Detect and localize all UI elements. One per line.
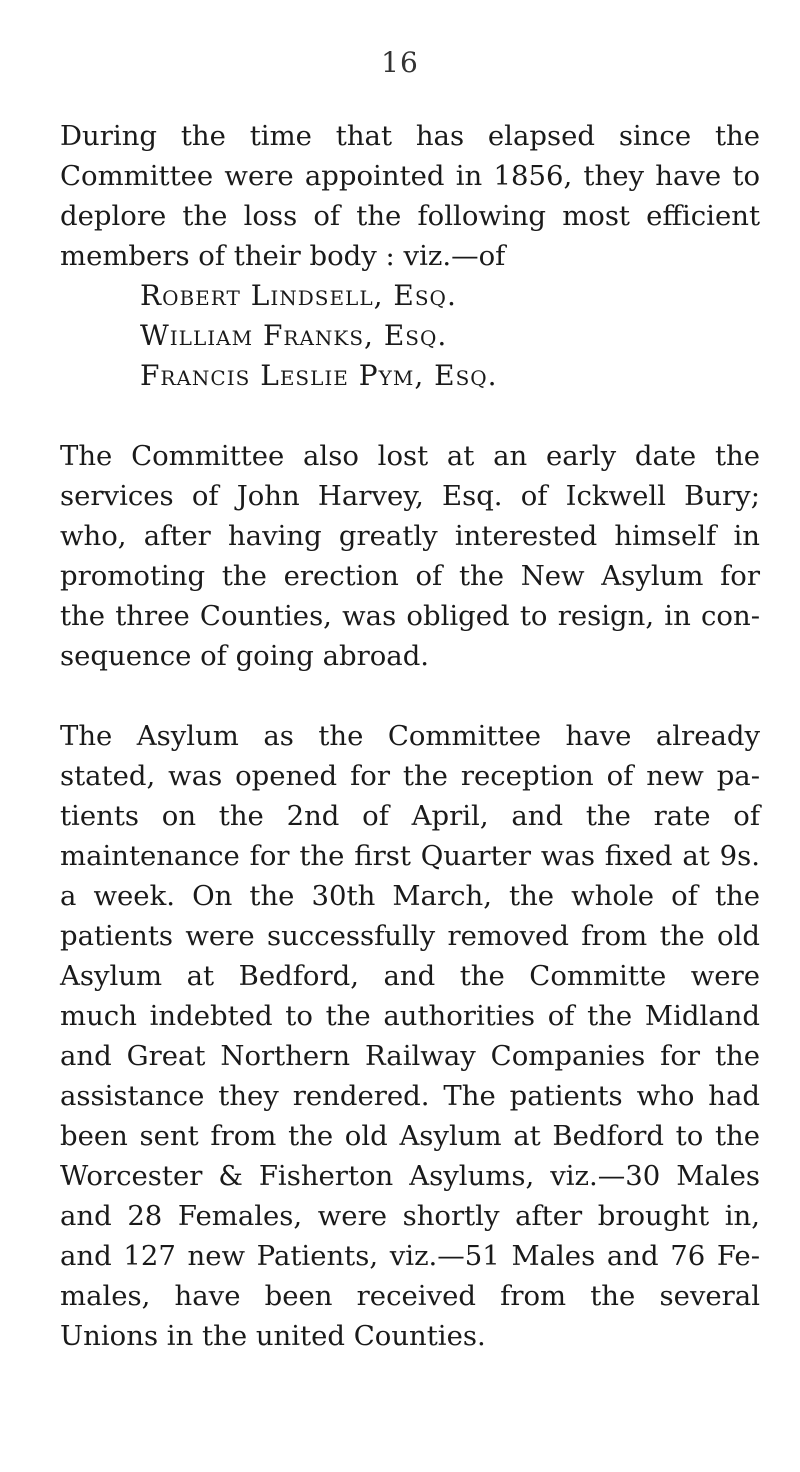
text-line: deplore the loss of the following most efficient [60,200,760,232]
text-line: Asylum at Bedford, and the Committe were [60,960,760,992]
text-line: Worcester & Fisherton Asylums, viz.—30 Males [60,1160,760,1192]
text-line: a week. On the 30th March, the whole of the [60,880,760,912]
text-line: patients were successfully removed from the old [60,920,760,952]
member-name: Francis Leslie Pym, Esq. [140,359,498,392]
text-line: members of their body : viz.—of [60,240,506,272]
text-line: and 127 new Patients, viz.—51 Males and 76 Fe- [60,1240,760,1272]
text-line: sequence of going abroad. [60,640,430,672]
text-line: stated, was opened for the reception of new pa- [60,760,760,792]
text-line: tients on the 2nd of April, and the rate of [60,800,760,832]
text-line: assistance they rendered. The patients who had [60,1080,760,1112]
text-line: males, have been received from the several [60,1280,760,1312]
text-line: the three Counties, was obliged to resign, in con- [60,600,760,632]
text-line: Committee were appointed in 1856, they have to [60,160,760,192]
text-line: The Committee also lost at an early date the [60,440,760,472]
text-line: services of John Harvey, Esq. of Ickwell Bury; [60,480,760,512]
text-line: been sent from the old Asylum at Bedford to the [60,1120,760,1152]
text-line: and 28 Females, were shortly after brought in, [60,1200,760,1232]
member-name: William Franks, Esq. [140,319,448,352]
text-line: maintenance for the first Quarter was fixed at 9s. [60,840,760,872]
text-line: promoting the erection of the New Asylum for [60,560,760,592]
text-line: who, after having greatly interested himself in [60,520,760,552]
text-line: During the time that has elapsed since the [60,120,760,152]
text-line: The Asylum as the Committee have already [60,720,760,752]
text-line: and Great Northern Railway Companies for the [60,1040,760,1072]
text-line: Unions in the united Counties. [60,1320,486,1352]
text-line: much indebted to the authorities of the Midland [60,1000,760,1032]
member-name: Robert Lindsell, Esq. [140,279,457,312]
page-number: 16 [381,46,419,79]
